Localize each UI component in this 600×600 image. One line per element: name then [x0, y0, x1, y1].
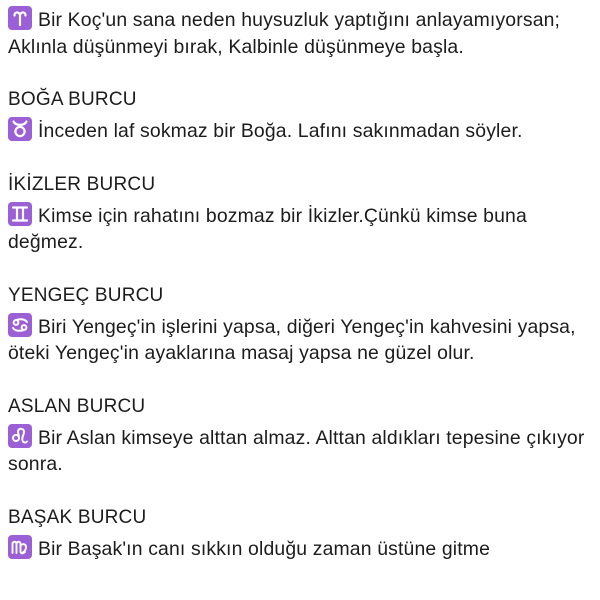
- paragraph-cancer-text: Biri Yengeç'in işlerini yapsa, diğeri Yengeç'in kahvesini yapsa, öteki Yengeç'in ayaklarına masaj yapsa ne güzel olur.: [8, 315, 576, 364]
- paragraph-cancer: [8, 313, 592, 367]
- heading-virgo: BAŞAK BURCU: [8, 506, 147, 528]
- paragraph-virgo: [8, 535, 592, 563]
- leo-icon: [8, 424, 32, 448]
- paragraph-gemini: [8, 202, 592, 256]
- cancer-icon: [8, 313, 32, 337]
- section-gemini: [8, 172, 592, 256]
- taurus-icon: [8, 117, 32, 141]
- section-virgo: [8, 505, 592, 563]
- heading-leo: ASLAN BURCU: [8, 395, 146, 417]
- section-aries: [8, 6, 592, 60]
- section-cancer: [8, 283, 592, 367]
- paragraph-taurus: [8, 117, 592, 145]
- virgo-icon: [8, 535, 32, 559]
- heading-taurus: BOĞA BURCU: [8, 89, 137, 110]
- aries-icon: [8, 6, 32, 30]
- paragraph-virgo-text: Bir Başak'ın canı sıkkın olduğu zaman üstüne gitme: [38, 537, 491, 560]
- paragraph-leo-text: Bir Aslan kimseye alttan almaz. Alttan aldıkları tepesine çıkıyor sonra.: [8, 426, 585, 475]
- heading-cancer: YENGEÇ BURCU: [8, 284, 164, 306]
- section-leo: [8, 394, 592, 478]
- paragraph-aries: [8, 6, 592, 60]
- paragraph-taurus-text: İnceden laf sokmaz bir Boğa. Lafını sakınmadan söyler.: [38, 120, 523, 142]
- horoscope-text: [8, 6, 592, 589]
- section-taurus: [8, 87, 592, 145]
- heading-gemini: İKİZLER BURCU: [8, 173, 156, 195]
- paragraph-leo: [8, 424, 592, 478]
- gemini-icon: [8, 202, 32, 226]
- paragraph-gemini-text: Kimse için rahatını bozmaz bir İkizler.Çünkü kimse buna değmez.: [8, 204, 527, 253]
- paragraph-aries-text: Bir Koç'un sana neden huysuzluk yaptığını anlayamıyorsan; Aklınla düşünmeyi bırak, Kalbinle düşünmeye başla.: [8, 9, 561, 58]
